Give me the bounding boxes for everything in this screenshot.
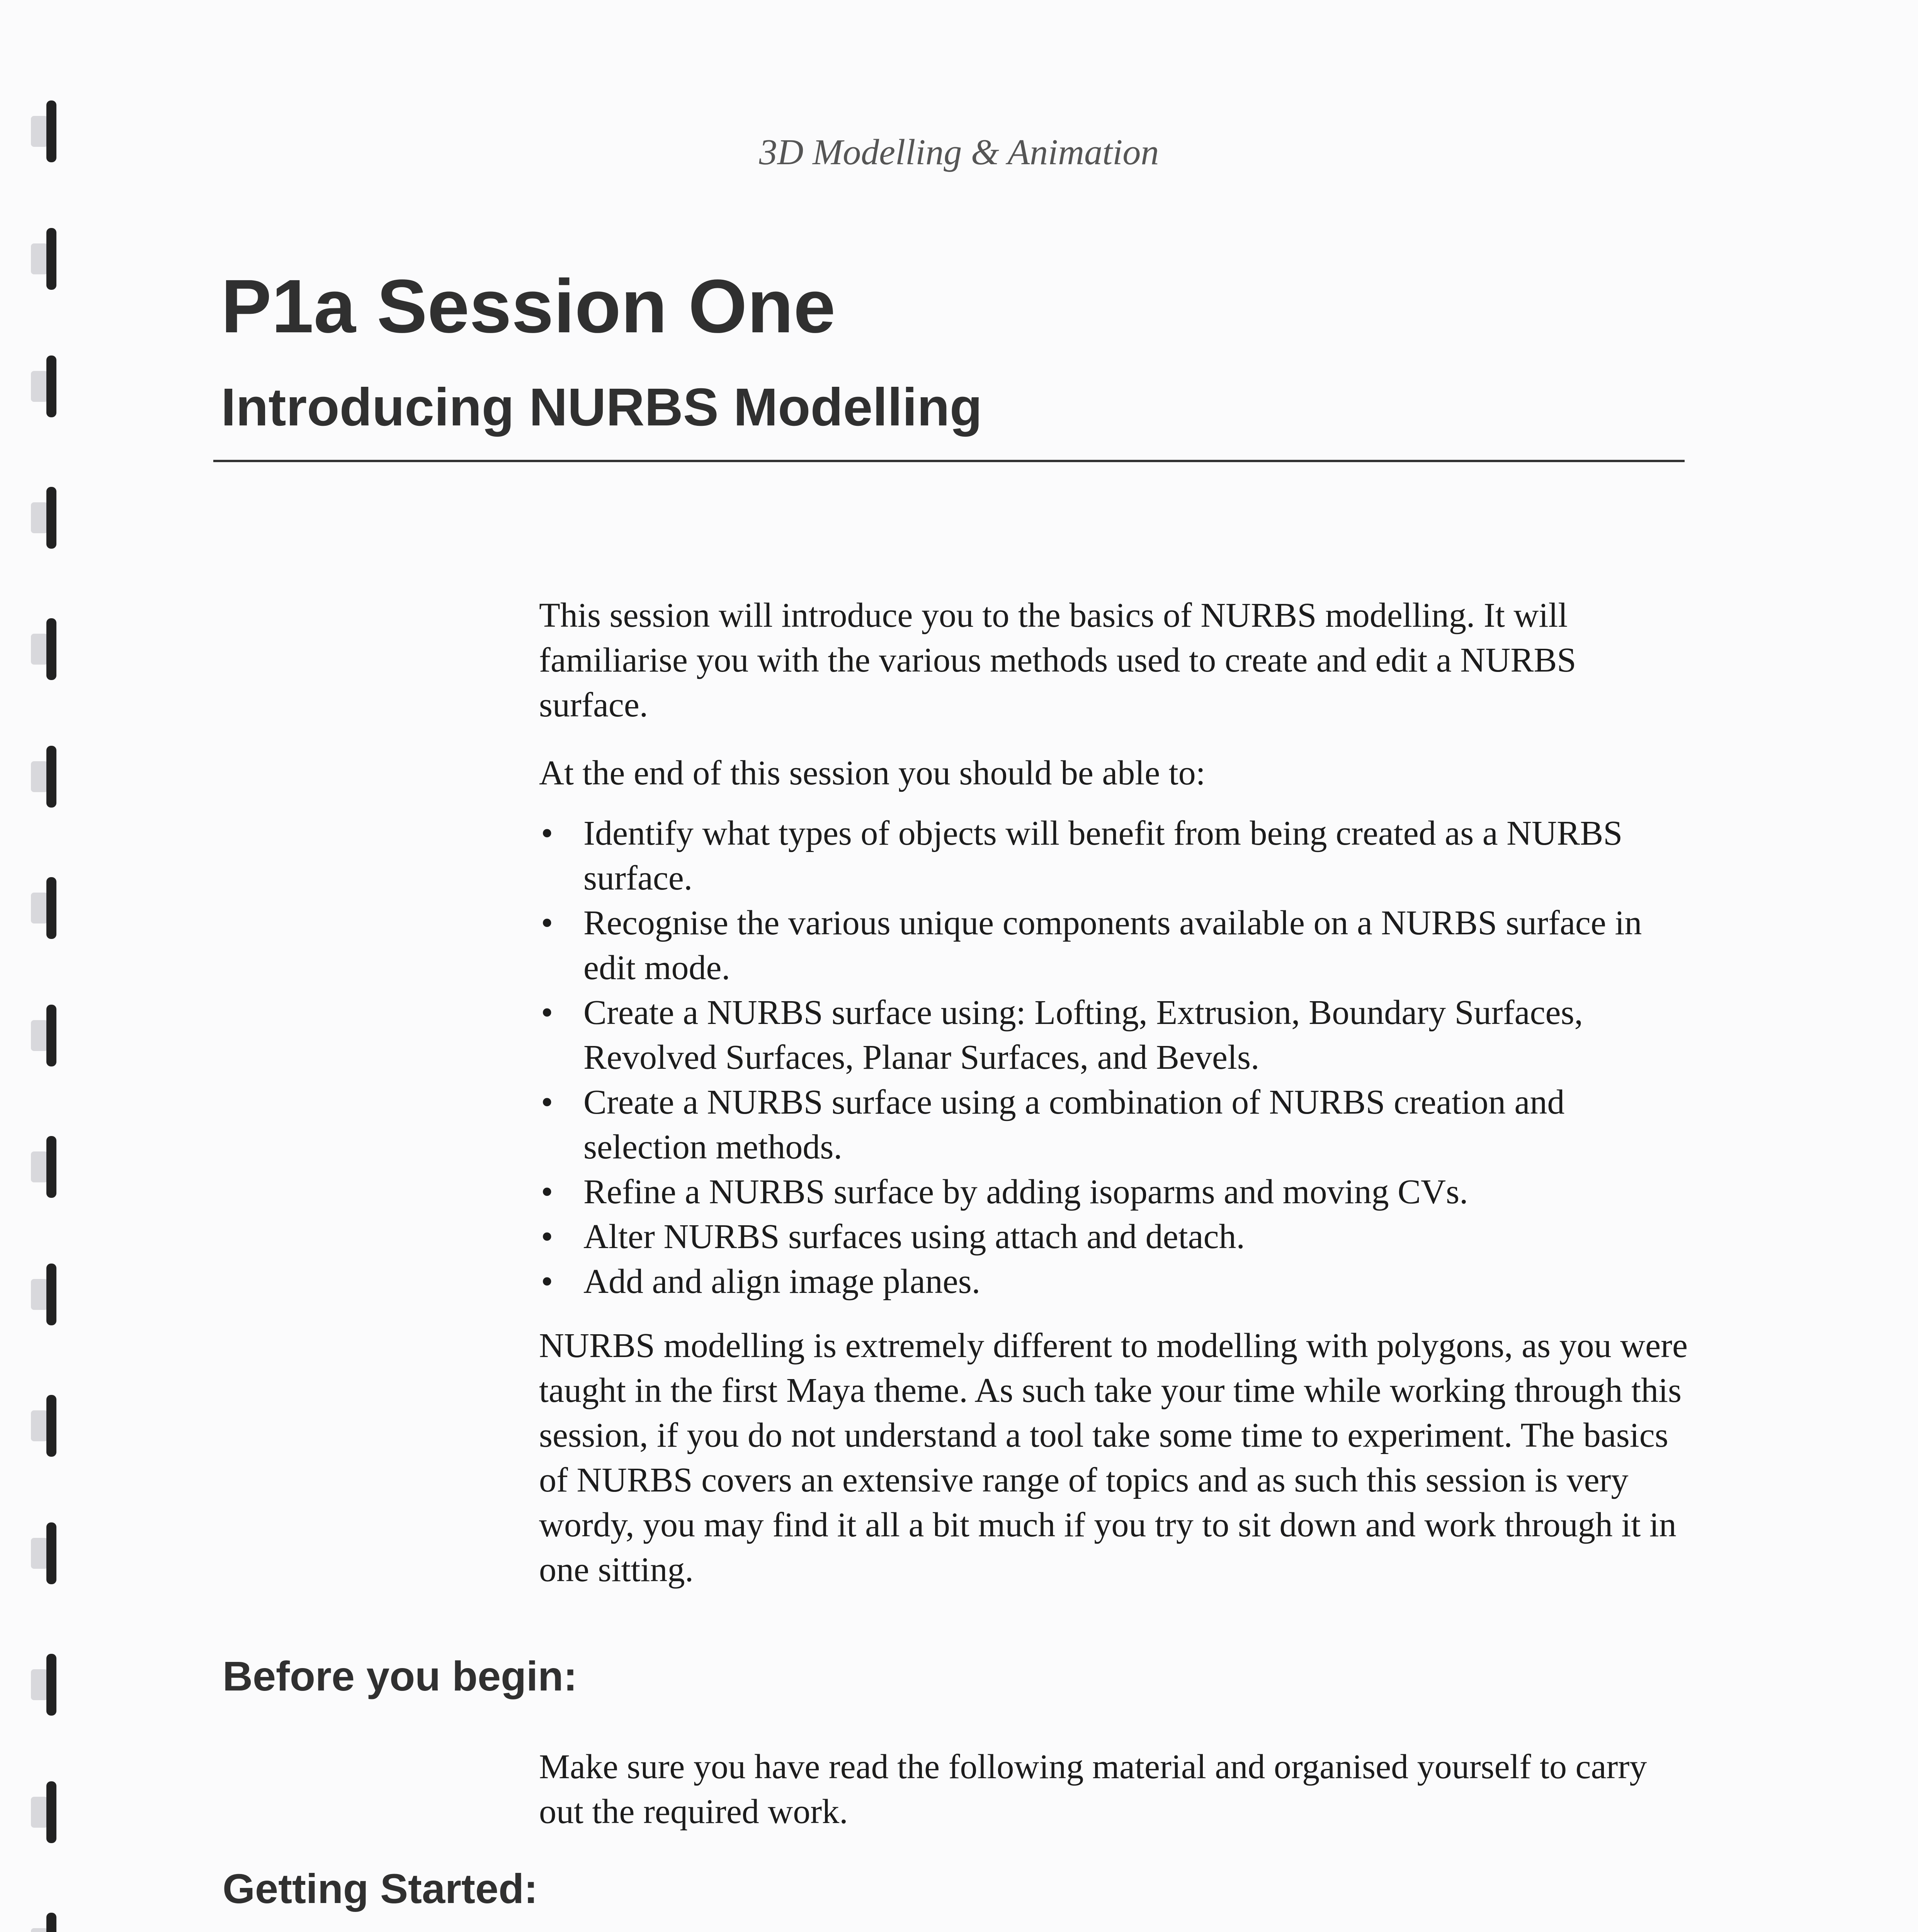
binding-ring xyxy=(31,228,58,290)
binding-ring xyxy=(31,1781,58,1843)
list-item: • Recognise the various unique components available on a NURBS surface in edit mode. xyxy=(539,901,1690,990)
binding-ring xyxy=(31,877,58,939)
before-you-begin-section xyxy=(539,1745,1690,1857)
intro-paragraph: This session will introduce you to the basics of NURBS modelling. It will familiarise you with the various methods used to create and edit a NURBS surface. xyxy=(539,596,1576,724)
binding-ring xyxy=(31,1395,58,1457)
list-item: • Alter NURBS surfaces using attach and detach. xyxy=(539,1214,1690,1259)
binding-ring xyxy=(31,1654,58,1716)
intro-paragraph: NURBS modelling is extremely different to modelling with polygons, as you were taught in the first Maya theme. As such take your time while working through this session, if you do not understand a tool take some time to experiment. The basics of NURBS covers an extensive range of topics and as such this session is very wordy, you may find it all a bit much if you try to sit down and work through it in one sitting. xyxy=(539,1327,1688,1589)
binding-ring xyxy=(31,1913,58,1932)
binding-ring xyxy=(31,1136,58,1198)
objectives-list xyxy=(539,811,1690,1304)
list-item: • Create a NURBS surface using: Lofting, Extrusion, Boundary Surfaces, Revolved Surfaces, Planar Surfaces, and Bevels. xyxy=(539,990,1690,1080)
binding-ring xyxy=(31,1005,58,1066)
list-item: • Add and align image planes. xyxy=(539,1259,1690,1304)
binding-ring xyxy=(31,618,58,680)
spiral-binding xyxy=(0,0,77,1932)
intro-paragraph: At the end of this session you should be able to: xyxy=(539,754,1206,792)
binding-ring xyxy=(31,355,58,417)
section-paragraph: Make sure you have read the following material and organised yourself to carry out the required work. xyxy=(539,1748,1647,1831)
section-heading: Getting Started: xyxy=(223,1865,538,1912)
binding-ring xyxy=(31,487,58,549)
chapter-title: P1a Session One xyxy=(221,264,836,349)
list-item: • Identify what types of objects will benefit from being created as a NURBS surface. xyxy=(539,811,1690,901)
title-rule xyxy=(213,460,1685,462)
section-heading: Before you begin: xyxy=(223,1653,578,1699)
binding-ring xyxy=(31,746,58,808)
binding-ring xyxy=(31,1264,58,1325)
running-header: 3D Modelling & Animation xyxy=(759,132,1159,172)
chapter-subtitle: Introducing NURBS Modelling xyxy=(221,378,983,437)
list-item: • Create a NURBS surface using a combination of NURBS creation and selection methods. xyxy=(539,1080,1690,1170)
intro-section xyxy=(539,593,1690,1616)
binding-ring xyxy=(31,1522,58,1584)
list-item: • Refine a NURBS surface by adding isoparms and moving CVs. xyxy=(539,1170,1690,1214)
